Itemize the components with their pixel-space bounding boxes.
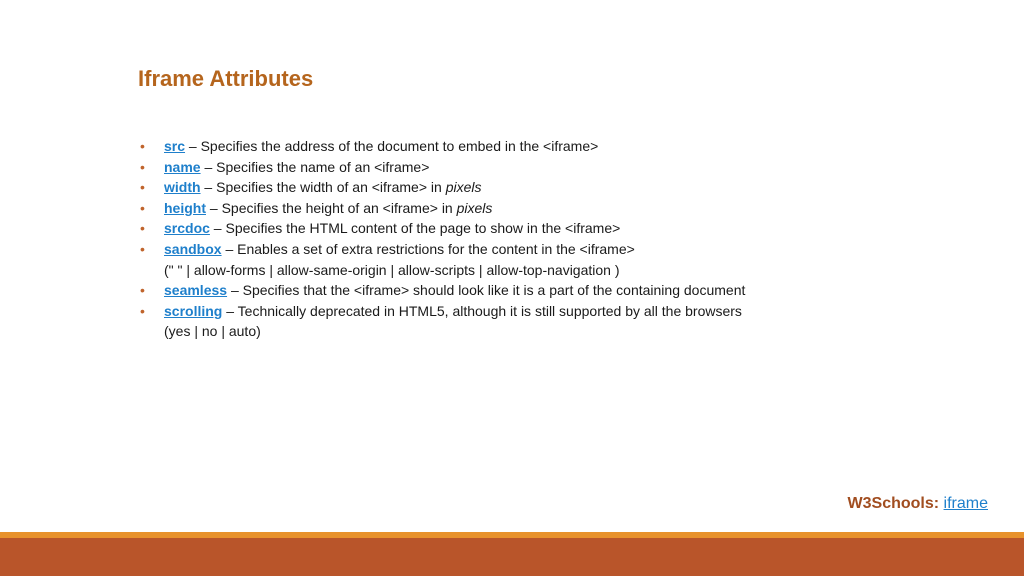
list-item	[140, 136, 840, 157]
bullet-icon: •	[140, 302, 145, 319]
attribute-description: – Enables a set of extra restrictions for the content in the <iframe>	[221, 240, 635, 257]
bullet-icon: •	[140, 282, 145, 299]
attribute-description: – Specifies the name of an <iframe>	[200, 158, 430, 175]
attribute-description: – Specifies that the <iframe> should look like it is a part of the containing document	[227, 282, 746, 299]
attribute-link-seamless[interactable]: seamless	[164, 282, 228, 299]
attribute-description: – Specifies the HTML content of the page to show in the <iframe>	[209, 220, 621, 237]
footer-reference	[848, 495, 988, 513]
attribute-values: (yes | no | auto)	[164, 323, 261, 340]
attribute-values: (" " | allow-forms | allow-same-origin | allow-scripts | allow-top-navigation )	[164, 261, 620, 278]
attribute-link-width[interactable]: width	[164, 179, 201, 196]
footer-link[interactable]: iframe	[943, 495, 988, 512]
attribute-link-sandbox[interactable]: sandbox	[164, 240, 222, 257]
list-item	[140, 280, 840, 301]
list-item	[140, 301, 840, 342]
bullet-icon: •	[140, 199, 145, 216]
attribute-unit: pixels	[445, 179, 482, 196]
bullet-icon: •	[140, 179, 145, 196]
bullet-icon: •	[140, 240, 145, 257]
bullet-icon: •	[140, 220, 145, 237]
attribute-link-src[interactable]: src	[164, 138, 186, 154]
attribute-description: – Technically deprecated in HTML5, although it is still supported by all the browsers	[222, 302, 742, 319]
bullet-icon: •	[140, 158, 145, 175]
attribute-link-name[interactable]: name	[164, 158, 201, 175]
list-item	[140, 218, 840, 239]
list-item	[140, 198, 840, 219]
bullet-icon: •	[140, 138, 145, 154]
list-item	[140, 157, 840, 178]
footer-label: W3Schools:	[847, 495, 940, 512]
attribute-unit: pixels	[456, 199, 493, 216]
attribute-list	[140, 136, 840, 342]
attribute-description: – Specifies the address of the document to embed in the <iframe>	[185, 138, 599, 154]
attribute-description: – Specifies the width of an <iframe> in	[200, 179, 446, 196]
list-item	[140, 239, 840, 280]
attribute-link-scrolling[interactable]: scrolling	[164, 302, 223, 319]
list-item	[140, 177, 840, 198]
attribute-link-height[interactable]: height	[164, 199, 206, 216]
slide-title: Iframe Attributes	[138, 66, 314, 91]
footer-bar	[0, 538, 1024, 576]
attribute-link-srcdoc[interactable]: srcdoc	[164, 220, 210, 237]
attribute-description: – Specifies the height of an <iframe> in	[206, 199, 457, 216]
